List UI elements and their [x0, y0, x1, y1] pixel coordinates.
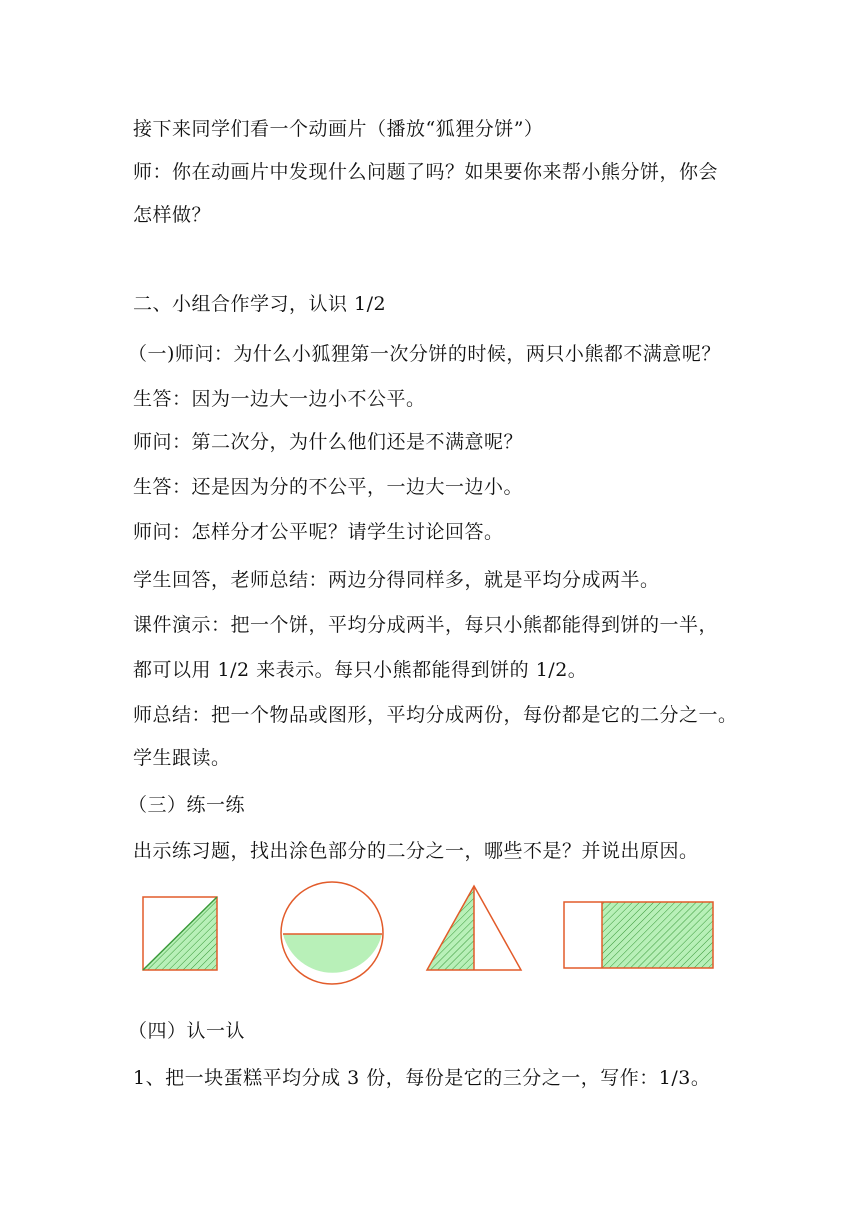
paragraph-5: （一)师问：为什么小狐狸第一次分饼的时候，两只小熊都不满意呢？ [128, 343, 721, 365]
circle-shaded-segment [283, 934, 382, 973]
paragraph-2: 师：你在动画片中发现什么问题了吗？如果要你来帮小熊分饼，你会 [133, 161, 719, 183]
figure-rectangle-split [564, 902, 713, 968]
figure-square-diagonal [143, 897, 217, 970]
paragraph-1: 接下来同学们看一个动画片（播放“狐狸分饼”） [133, 118, 544, 140]
paragraph-6: 生答：因为一边大一边小不公平。 [133, 388, 426, 410]
figure-triangle-split [427, 886, 521, 970]
paragraph-10: 学生回答，老师总结：两边分得同样多，就是平均分成两半。 [133, 569, 660, 591]
paragraph-3: 怎样做？ [133, 204, 212, 226]
paragraph-16: 出示练习题，找出涂色部分的二分之一，哪些不是？并说出原因。 [133, 840, 699, 862]
paragraph-11: 课件演示：把一个饼，平均分成两半，每只小熊都能得到饼的一半， [133, 614, 719, 636]
paragraph-18: 1、把一块蛋糕平均分成 3 份，每份是它的三分之一，写作：1/3。 [133, 1067, 711, 1089]
paragraph-8: 生答：还是因为分的不公平，一边大一边小。 [133, 476, 524, 498]
paragraph-12: 都可以用 1/2 来表示。每只小熊都能得到饼的 1/2。 [133, 659, 588, 681]
paragraph-13: 师总结：把一个物品或图形，平均分成两份，每份都是它的二分之一。 [133, 704, 738, 726]
subsection-heading-recognize: （四）认一认 [128, 1020, 246, 1042]
paragraph-14: 学生跟读。 [133, 747, 231, 769]
figure-circle-chord [281, 882, 383, 984]
rectangle-shaded-part [602, 902, 713, 968]
subsection-heading-practice: （三）练一练 [128, 794, 246, 816]
paragraph-7: 师问：第二次分，为什么他们还是不满意呢？ [133, 431, 524, 453]
paragraph-9: 师问：怎样分才公平呢？请学生讨论回答。 [133, 521, 504, 543]
section-heading: 二、小组合作学习，认识 1/2 [133, 293, 387, 315]
